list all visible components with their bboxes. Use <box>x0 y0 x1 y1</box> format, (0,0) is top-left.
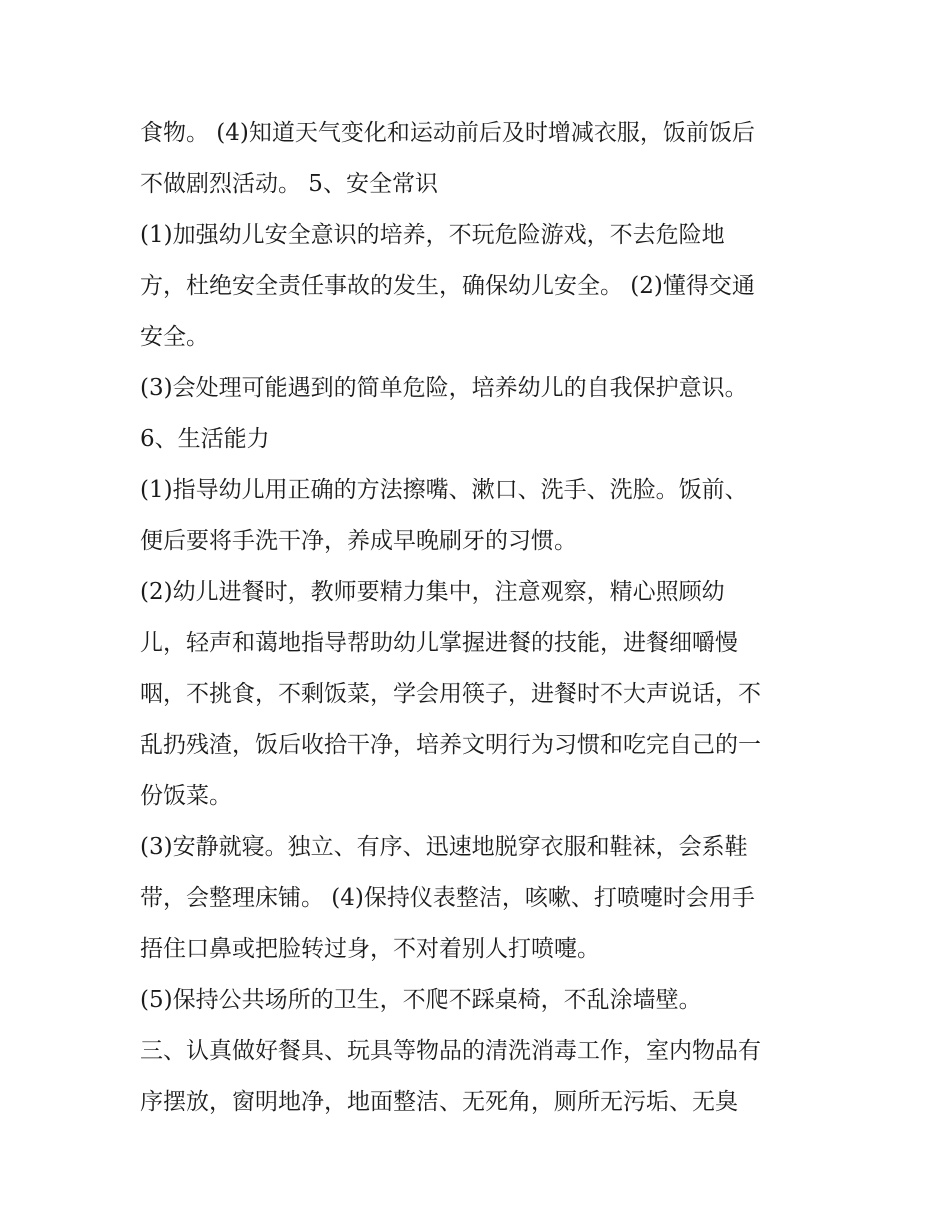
text-line: (5)保持公共场所的卫生，不爬不踩桌椅，不乱涂墙壁。 <box>140 987 702 1013</box>
text-line: 序摆放，窗明地净，地面整洁、无死角，厕所无污垢、无臭 <box>140 1089 738 1115</box>
text-line: 带，会整理床铺。 (4)保持仪表整洁，咳嗽、打喷嚏时会用手 <box>140 885 755 911</box>
text-line: 安全。 <box>140 324 209 350</box>
text-line: 便后要将手洗干净，养成早晚刷牙的习惯。 <box>140 528 577 554</box>
text-line: 捂住口鼻或把脸转过身，不对着别人打喷嚏。 <box>140 936 600 962</box>
text-line: (3)会处理可能遇到的简单危险，培养幼儿的自我保护意识。 <box>140 375 748 401</box>
text-line: (1)指导幼儿用正确的方法擦嘴、漱口、洗手、洗脸。饭前、 <box>140 477 748 503</box>
text-line: 咽，不挑食，不剩饭菜，学会用筷子，进餐时不大声说话，不 <box>140 681 761 707</box>
text-line: 不做剧烈活动。 5、安全常识 <box>140 171 438 197</box>
text-line: 份饭菜。 <box>140 783 232 809</box>
text-line: (2)幼儿进餐时，教师要精力集中，注意观察，精心照顾幼 <box>140 579 725 605</box>
text-line: 食物。 (4)知道天气变化和运动前后及时增减衣服，饭前饭后 <box>140 120 755 146</box>
text-line: 乱扔残渣，饭后收拾干净，培养文明行为习惯和吃完自己的一 <box>140 732 761 758</box>
text-line: (1)加强幼儿安全意识的培养，不玩危险游戏，不去危险地 <box>140 222 725 248</box>
text-line: (3)安静就寝。独立、有序、迅速地脱穿衣服和鞋袜，会系鞋 <box>140 834 748 860</box>
text-line: 儿，轻声和蔼地指导帮助幼儿掌握进餐的技能，进餐细嚼慢 <box>140 630 738 656</box>
document-body <box>140 108 820 1128</box>
text-line: 方，杜绝安全责任事故的发生，确保幼儿安全。 (2)懂得交通 <box>140 273 755 299</box>
text-line: 6、生活能力 <box>140 426 270 452</box>
text-line: 三、认真做好餐具、玩具等物品的清洗消毒工作，室内物品有 <box>140 1038 761 1064</box>
